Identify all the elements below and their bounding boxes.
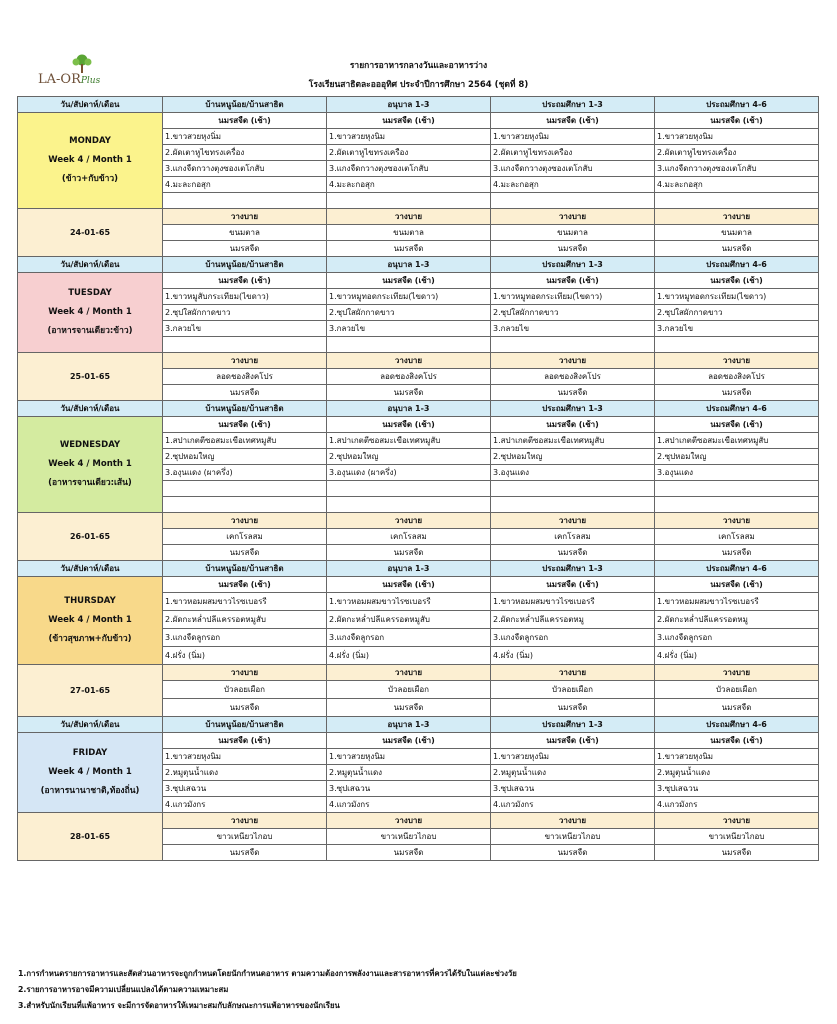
day-name: TUESDAY [68,288,112,298]
menu-cell: 2.ผัดเตาหูไขทรงเครื่อง [655,145,819,161]
menu-table [17,96,819,861]
snack-cell: ขนมตาล [655,225,819,241]
page-subtitle: โรงเรียนสาธิตละอออุทิศ ประจำปีการศึกษา 2564 (ชุดที่ 8) [308,80,529,90]
snack-cell: ขาวเหนียวไกอบ [327,829,491,845]
menu-cell: 1.ขาวหอมผสมขาวไรซเบอรรี [163,593,327,611]
snack-label-cell: วางบาย [655,209,819,225]
snack-label-cell: วางบาย [163,353,327,369]
milk-cell: นมรสจืด (เช้า) [655,417,819,433]
header-cell: วัน/สัปดาห์/เดือน [18,257,163,273]
snack-label-cell: วางบาย [327,209,491,225]
snack-cell: ลอดชองสิงคโปร [655,369,819,385]
menu-cell: 3.ซุปเสฉวน [327,781,491,797]
header-cell: อนุบาล 1-3 [327,97,491,113]
header-cell: อนุบาล 1-3 [327,401,491,417]
header-cell: วัน/สัปดาห์/เดือน [18,717,163,733]
day-theme: (ข้าวสุขภาพ+กับข้าว) [48,634,132,644]
menu-cell: 2.หมูตุนน้ำแดง [491,765,655,781]
menu-cell [327,337,491,353]
snack-cell: ขาวเหนียวไกอบ [655,829,819,845]
header-cell: บ้านหนูน้อย/บ้านสาธิต [163,717,327,733]
snack-cell: ขาวเหนียวไกอบ [491,829,655,845]
milk-cell: นมรสจืด (เช้า) [655,113,819,129]
menu-cell: 4.แกวมังกร [163,797,327,813]
menu-cell: 1.ขาวสวยหุงนิม [655,129,819,145]
snack-label-cell: วางบาย [655,353,819,369]
milk-row [18,273,819,289]
snack-label-cell: วางบาย [163,813,327,829]
milk-cell: นมรสจืด (เช้า) [655,577,819,593]
milk-cell: นมรสจืด (เช้า) [491,113,655,129]
menu-cell: 2.ซุปใสผักกาดขาว [491,305,655,321]
menu-cell: 1.ขาวหมูทอดกระเทียม(ไขดาว) [327,289,491,305]
menu-cell: 4.แกวมังกร [655,797,819,813]
snack-label-cell: วางบาย [491,353,655,369]
snack-label-cell: วางบาย [491,813,655,829]
menu-cell: 3.แกงจืดกวางตุงซองเตโกสับ [655,161,819,177]
milk-plain-cell: นมรสจืด [491,699,655,717]
menu-cell: 4.ฝรั่ง (นิ่ม) [327,647,491,665]
menu-cell: 2.ซุปใสผักกาดขาว [327,305,491,321]
header-cell: บ้านหนูน้อย/บ้านสาธิต [163,97,327,113]
header-cell: บ้านหนูน้อย/บ้านสาธิต [163,401,327,417]
menu-cell [491,497,655,513]
snack-header-row [18,353,819,369]
milk-cell: นมรสจืด (เช้า) [327,733,491,749]
snack-cell: บัวลอยเผือก [327,681,491,699]
snack-label-cell: วางบาย [327,665,491,681]
header-row [18,561,819,577]
milk-plain-cell: นมรสจืด [327,845,491,861]
menu-cell [655,337,819,353]
snack-cell: ลอดชองสิงคโปร [491,369,655,385]
menu-cell: 2.ซุปหอมใหญ [491,449,655,465]
menu-cell [163,337,327,353]
milk-cell: นมรสจืด (เช้า) [163,577,327,593]
header-cell: อนุบาล 1-3 [327,257,491,273]
menu-cell: 3.องุนแดง [655,465,819,481]
menu-cell: 3.ซุปเสฉวน [491,781,655,797]
menu-cell: 4.มะละกอสุก [491,177,655,193]
menu-cell: 1.สปาเกตตีซอสมะเขือเทศหมูสับ [655,433,819,449]
menu-cell: 2.ซุปหอมใหญ [655,449,819,465]
snack-label-cell: วางบาย [327,813,491,829]
menu-cell: 1.ขาวหอมผสมขาวไรซเบอรรี [491,593,655,611]
day-name: WEDNESDAY [59,440,121,450]
menu-cell: 1.ขาวหอมผสมขาวไรซเบอรรี [327,593,491,611]
menu-cell: 3.แกงจืดกวางตุงซองเตโกสับ [163,161,327,177]
milk-plain-cell: นมรสจืด [163,545,327,561]
milk-plain-cell: นมรสจืด [655,845,819,861]
milk-plain-cell: นมรสจืด [655,545,819,561]
snack-cell: เคกโรลสม [327,529,491,545]
menu-cell: 1.ขาวหอมผสมขาวไรซเบอรรี [655,593,819,611]
day-theme: (ข้าว+กับข้าว) [61,174,119,184]
note-2: 2.รายการอาหารอาจมีความเปลี่ยนแปลงได้ตามความเหมาะสม [18,985,229,994]
menu-cell: 4.ฝรั่ง (นิ่ม) [491,647,655,665]
menu-cell: 4.มะละกอสุก [163,177,327,193]
snack-label-cell: วางบาย [491,665,655,681]
milk-plain-cell: นมรสจืด [655,385,819,401]
menu-cell [163,193,327,209]
menu-cell [655,193,819,209]
snack-cell: ขนมตาล [491,225,655,241]
snack-label-cell: วางบาย [655,513,819,529]
header-cell: อนุบาล 1-3 [327,561,491,577]
menu-cell: 3.กลวยไข [655,321,819,337]
snack-cell: ขนมตาล [327,225,491,241]
menu-cell [327,193,491,209]
menu-cell: 2.ผัดเตาหูไขทรงเครือง [327,145,491,161]
menu-cell: 3.กลวยไข [163,321,327,337]
menu-cell: 2.ผัดกะหล่ำปลีแครรอตหมูสับ [163,611,327,629]
header-cell: บ้านหนูน้อย/บ้านสาธิต [163,561,327,577]
snack-cell: บัวลอยเผือก [163,681,327,699]
milk-plain-cell: นมรสจืด [491,241,655,257]
menu-cell [491,193,655,209]
day-week: Week 4 / Month 1 [48,307,132,317]
day-cell [18,273,163,353]
menu-cell: 3.แกงจืดลูกรอก [327,629,491,647]
snack-cell: ขนมตาล [163,225,327,241]
snack-header-row [18,513,819,529]
menu-cell: 3.ซุปเสฉวน [655,781,819,797]
menu-cell: 1.ขาวสวยหุงนิม [491,129,655,145]
header-cell: ประถมศึกษา 4-6 [655,561,819,577]
menu-cell: 4.มะละกอสุก [327,177,491,193]
date-cell: 27-01-65 [18,665,163,717]
day-cell [18,733,163,813]
menu-cell: 2.ผัดกะหล่ำปลีแครรอตหมู [491,611,655,629]
milk-cell: นมรสจืด (เช้า) [327,113,491,129]
snack-label-cell: วางบาย [491,209,655,225]
menu-cell: 2.ผัดกะหล่ำปลีแครรอตหมูสับ [327,611,491,629]
header-cell: บ้านหนูน้อย/บ้านสาธิต [163,257,327,273]
header-cell: ประถมศึกษา 4-6 [655,401,819,417]
milk-cell: นมรสจืด (เช้า) [491,733,655,749]
menu-cell: 1.สปาเกตตีซอสมะเขือเทศหมูสับ [491,433,655,449]
day-week: Week 4 / Month 1 [48,155,132,165]
menu-cell: 3.กลวยไข [327,321,491,337]
menu-cell: 1.ขาวสวยหุงนิม [327,129,491,145]
header-cell: วัน/สัปดาห์/เดือน [18,401,163,417]
menu-cell: 2.ซุปใสผักกาดขาว [655,305,819,321]
header-row [18,401,819,417]
menu-cell: 2.ผัดกะหล่ำปลีแครรอตหมู [655,611,819,629]
day-name: MONDAY [69,136,111,146]
milk-cell: นมรสจืด (เช้า) [163,113,327,129]
day-week: Week 4 / Month 1 [48,459,132,469]
milk-cell: นมรสจืด (เช้า) [655,733,819,749]
menu-cell: 1.ขาวสวยหุงนิม [163,749,327,765]
menu-cell: 3.แกงจืดกวางตุงซองเตโกสับ [327,161,491,177]
milk-cell: นมรสจืด (เช้า) [163,273,327,289]
menu-cell: 4.ฝรั่ง (นิ่ม) [163,647,327,665]
milk-plain-cell: นมรสจืด [327,699,491,717]
milk-plain-cell: นมรสจืด [491,845,655,861]
menu-cell: 3.องุนแดง (ผาครึ่ง) [163,465,327,481]
milk-plain-cell: นมรสจืด [163,699,327,717]
milk-cell: นมรสจืด (เช้า) [327,273,491,289]
milk-plain-cell: นมรสจืด [491,545,655,561]
menu-cell: 4.มะละกอสุก [655,177,819,193]
date-cell: 24-01-65 [18,209,163,257]
snack-cell: เคกโรลสม [491,529,655,545]
day-theme: (อาหารจานเดียว:ข้าว) [47,326,133,336]
milk-plain-cell: นมรสจืด [163,845,327,861]
menu-cell: 4.แกวมังกร [491,797,655,813]
header-cell: ประถมศึกษา 4-6 [655,97,819,113]
menu-cell: 2.ผัดเตาหูไขทรงเครื่อง [163,145,327,161]
menu-cell [327,481,491,497]
header-cell: ประถมศึกษา 4-6 [655,257,819,273]
snack-label-cell: วางบาย [163,209,327,225]
snack-cell: ลอดชองสิงคโปร [163,369,327,385]
snack-label-cell: วางบาย [491,513,655,529]
milk-plain-cell: นมรสจืด [655,699,819,717]
menu-cell [491,481,655,497]
menu-cell: 3.แกงจืดลูกรอก [491,629,655,647]
milk-plain-cell: นมรสจืด [163,385,327,401]
menu-cell: 3.ซุปเสฉวน [163,781,327,797]
snack-header-row [18,209,819,225]
snack-label-cell: วางบาย [655,665,819,681]
milk-cell: นมรสจืด (เช้า) [327,577,491,593]
menu-cell: 2.ซุปหอมใหญ [327,449,491,465]
menu-cell: 2.หมูตุนน้ำแดง [163,765,327,781]
snack-label-cell: วางบาย [327,513,491,529]
header-cell: อนุบาล 1-3 [327,717,491,733]
menu-cell: 1.ขาวหมูสับกระเทียม(ไขดาว) [163,289,327,305]
header-row [18,717,819,733]
snack-label-cell: วางบาย [655,813,819,829]
snack-cell: บัวลอยเผือก [491,681,655,699]
menu-cell: 1.ขาวสวยหุงนิม [327,749,491,765]
snack-cell: ลอดชองสิงคโปร [327,369,491,385]
menu-cell: 2.ซุปหอมใหญ [163,449,327,465]
menu-cell: 3.แกงจืดกวางตุงซองเตโกสับ [491,161,655,177]
milk-cell: นมรสจืด (เช้า) [163,733,327,749]
menu-cell [655,481,819,497]
snack-cell: เคกโรลสม [163,529,327,545]
notes [18,966,517,1014]
menu-cell: 2.ผัดเตาหูไขทรงเครือง [491,145,655,161]
header-cell: ประถมศึกษา 1-3 [491,97,655,113]
day-cell [18,113,163,209]
menu-cell: 2.ซุปใสผักกาดขาว [163,305,327,321]
menu-cell: 3.แกงจืดลูกรอก [163,629,327,647]
date-cell: 28-01-65 [18,813,163,861]
menu-cell [163,497,327,513]
milk-cell: นมรสจืด (เช้า) [491,417,655,433]
date-cell: 25-01-65 [18,353,163,401]
day-name: FRIDAY [72,748,108,758]
milk-plain-cell: นมรสจืด [327,385,491,401]
menu-cell: 1.ขาวสวยหุงนิม [655,749,819,765]
header-cell: ประถมศึกษา 1-3 [491,717,655,733]
snack-header-row [18,665,819,681]
milk-plain-cell: นมรสจืด [327,241,491,257]
day-cell [18,417,163,513]
logo-text: LA-ORPlus [38,72,101,87]
milk-cell: นมรสจืด (เช้า) [655,273,819,289]
header-cell: วัน/สัปดาห์/เดือน [18,561,163,577]
header-cell: วัน/สัปดาห์/เดือน [18,97,163,113]
menu-cell: 3.แกงจืดลูกรอก [655,629,819,647]
milk-row [18,733,819,749]
note-1: 1.การกำหนดรายการอาหารและสัดส่วนอาหารจะถูกกำหนดโดยนักกำหนดอาหาร ตามความต้องการพลังงานและสารอาหารที่ควรได้รับในแต่ละช่วงวัย [18,969,517,978]
page-title: รายการอาหารกลางวันและอาหารว่าง [349,61,488,71]
milk-row [18,113,819,129]
snack-cell: เคกโรลสม [655,529,819,545]
milk-row [18,417,819,433]
menu-cell: 4.ฝรั่ง (นิ่ม) [655,647,819,665]
day-week: Week 4 / Month 1 [48,767,132,777]
header-cell: ประถมศึกษา 4-6 [655,717,819,733]
date-cell: 26-01-65 [18,513,163,561]
menu-cell: 3.กลวยไข [491,321,655,337]
snack-label-cell: วางบาย [327,353,491,369]
menu-cell: 3.องุนแดง (ผาครึ่ง) [327,465,491,481]
menu-cell: 1.ขาวหมูทอดกระเทียม(ไขดาว) [491,289,655,305]
snack-header-row [18,813,819,829]
header-row [18,257,819,273]
menu-cell: 4.แกวมังกร [327,797,491,813]
milk-cell: นมรสจืด (เช้า) [491,273,655,289]
milk-row [18,577,819,593]
header-row [18,97,819,113]
menu-cell: 2.หมูตุนน้ำแดง [655,765,819,781]
menu-cell: 1.ขาวสวยหุงนิ่ม [163,129,327,145]
header-cell: ประถมศึกษา 1-3 [491,257,655,273]
header-cell: ประถมศึกษา 1-3 [491,401,655,417]
menu-cell: 2.หมูตุนน้ำแดง [327,765,491,781]
day-name: THURSDAY [64,596,116,606]
menu-cell [327,497,491,513]
milk-cell: นมรสจืด (เช้า) [327,417,491,433]
snack-cell: ขาวเหนียวไกอบ [163,829,327,845]
day-theme: (อาหารนานาชาติ,ท้องถิ่น) [40,786,140,796]
day-theme: (อาหารจานเดียว:เส้น) [48,478,132,488]
menu-cell: 1.สปาเกตตีซอสมะเขือเทศหมูสับ [327,433,491,449]
menu-cell: 1.สปาเกตตีซอสมะเขือเทศหมูสับ [163,433,327,449]
milk-cell: นมรสจืด (เช้า) [163,417,327,433]
menu-cell [491,337,655,353]
snack-label-cell: วางบาย [163,665,327,681]
menu-cell: 1.ขาวหมูทอดกระเทียม(ไขดาว) [655,289,819,305]
snack-label-cell: วางบาย [163,513,327,529]
snack-cell: บัวลอยเผือก [655,681,819,699]
milk-cell: นมรสจืด (เช้า) [491,577,655,593]
milk-plain-cell: นมรสจืด [327,545,491,561]
day-cell [18,577,163,665]
header-cell: ประถมศึกษา 1-3 [491,561,655,577]
milk-plain-cell: นมรสจืด [655,241,819,257]
day-week: Week 4 / Month 1 [48,615,132,625]
milk-plain-cell: นมรสจืด [163,241,327,257]
menu-cell [163,481,327,497]
menu-cell [655,497,819,513]
menu-cell: 3.องุนแดง [491,465,655,481]
milk-plain-cell: นมรสจืด [491,385,655,401]
menu-cell: 1.ขาวสวยหุงนิม [491,749,655,765]
note-3: 3.สำหรับนักเรียนที่แพ้อาหาร จะมีการจัดอาหารให้เหมาะสมกับลักษณะการแพ้อาหารของนักเรียน [18,1001,340,1010]
